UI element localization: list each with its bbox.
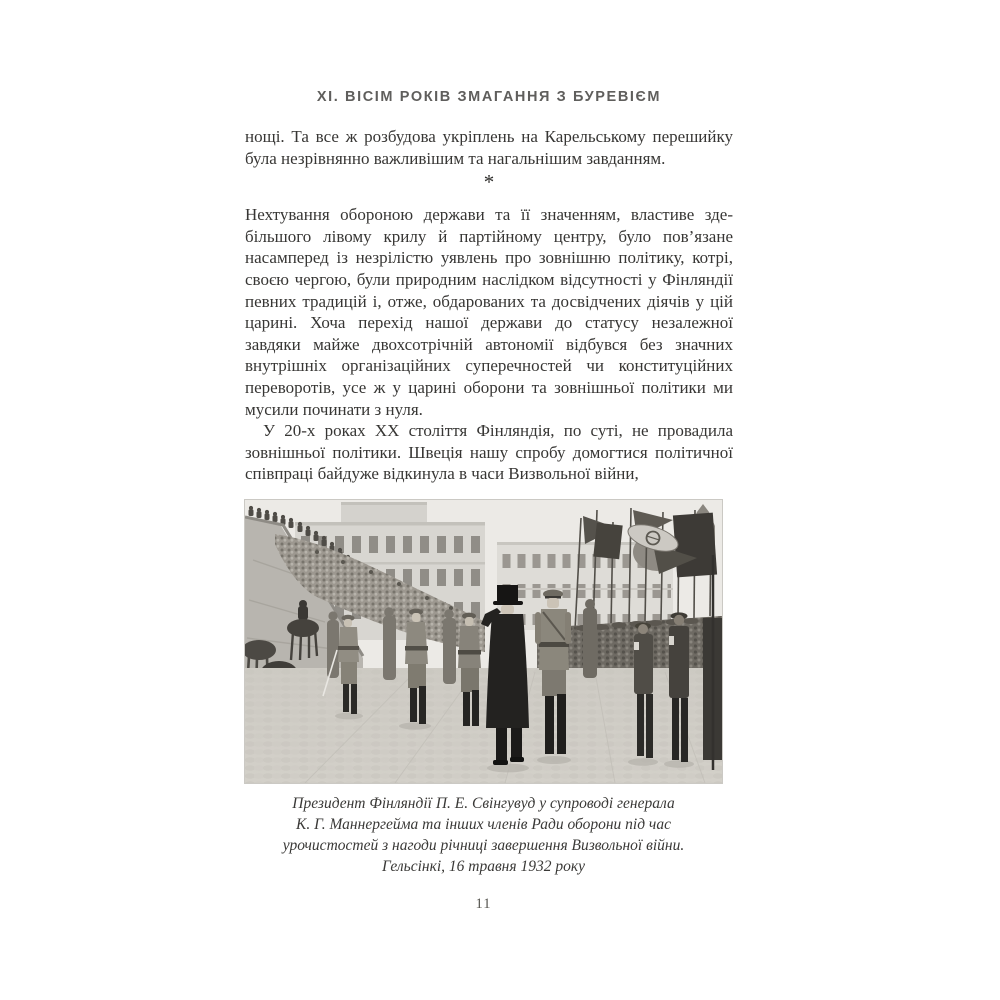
paragraph-third: У 20-х роках XX століття Фінляндія, по суті, не провадила зовнішньої політики. Швеція нашу спробу домогтися політичної співпраці байдуже відкинула в часи Визвольної війни,: [245, 421, 733, 484]
caption-line-3: урочистостей з нагоди річниці завершення Визвольної війни.: [282, 836, 685, 854]
section-separator-asterisk: *: [483, 170, 495, 195]
paragraph-continuation: нощі. Та все ж розбудова укріплень на Карельському перешийку була незрівнянно важливішим та нагальнішим завданням.: [245, 127, 733, 168]
historical-photo: [245, 500, 722, 877]
text-column: [245, 88, 733, 877]
caption-line-1: Президент Фінляндії П. Е. Свінгувуд у супроводі генерала: [292, 794, 675, 812]
photo-caption: [245, 793, 722, 877]
page-number: 11: [475, 896, 492, 912]
caption-line-4: Гельсінкі, 16 травня 1932 року: [382, 857, 585, 875]
photo-illustration: [245, 500, 722, 783]
caption-line-2: К. Г. Маннергейма та інших членів Ради оборони під час: [296, 815, 671, 833]
paragraph-second: Нехтування обороною держави та її значенням, властиве здебільшого лівому крилу й партійному центру, було пов’язане насамперед із незрілістю уявлень про зовнішню політику, котрі, своєю чергою, були природним наслідком відсутності у Фінляндії певних традицій і, отже, обдарованих та досвідчених діячів у цій царині. Хоча перехід нашої держави до статусу незалежної завдяки майже двохсотрічній автономії відбувся без значних внутрішніх організаційних суперечностей чи конституційних переворотів, усе ж у царині оборони та зовнішньої політики ми мусили починати з нуля.: [245, 205, 733, 419]
chapter-running-header: XI. ВІСІМ РОКІВ ЗМАГАННЯ З БУРЕВІЄМ: [316, 89, 662, 105]
